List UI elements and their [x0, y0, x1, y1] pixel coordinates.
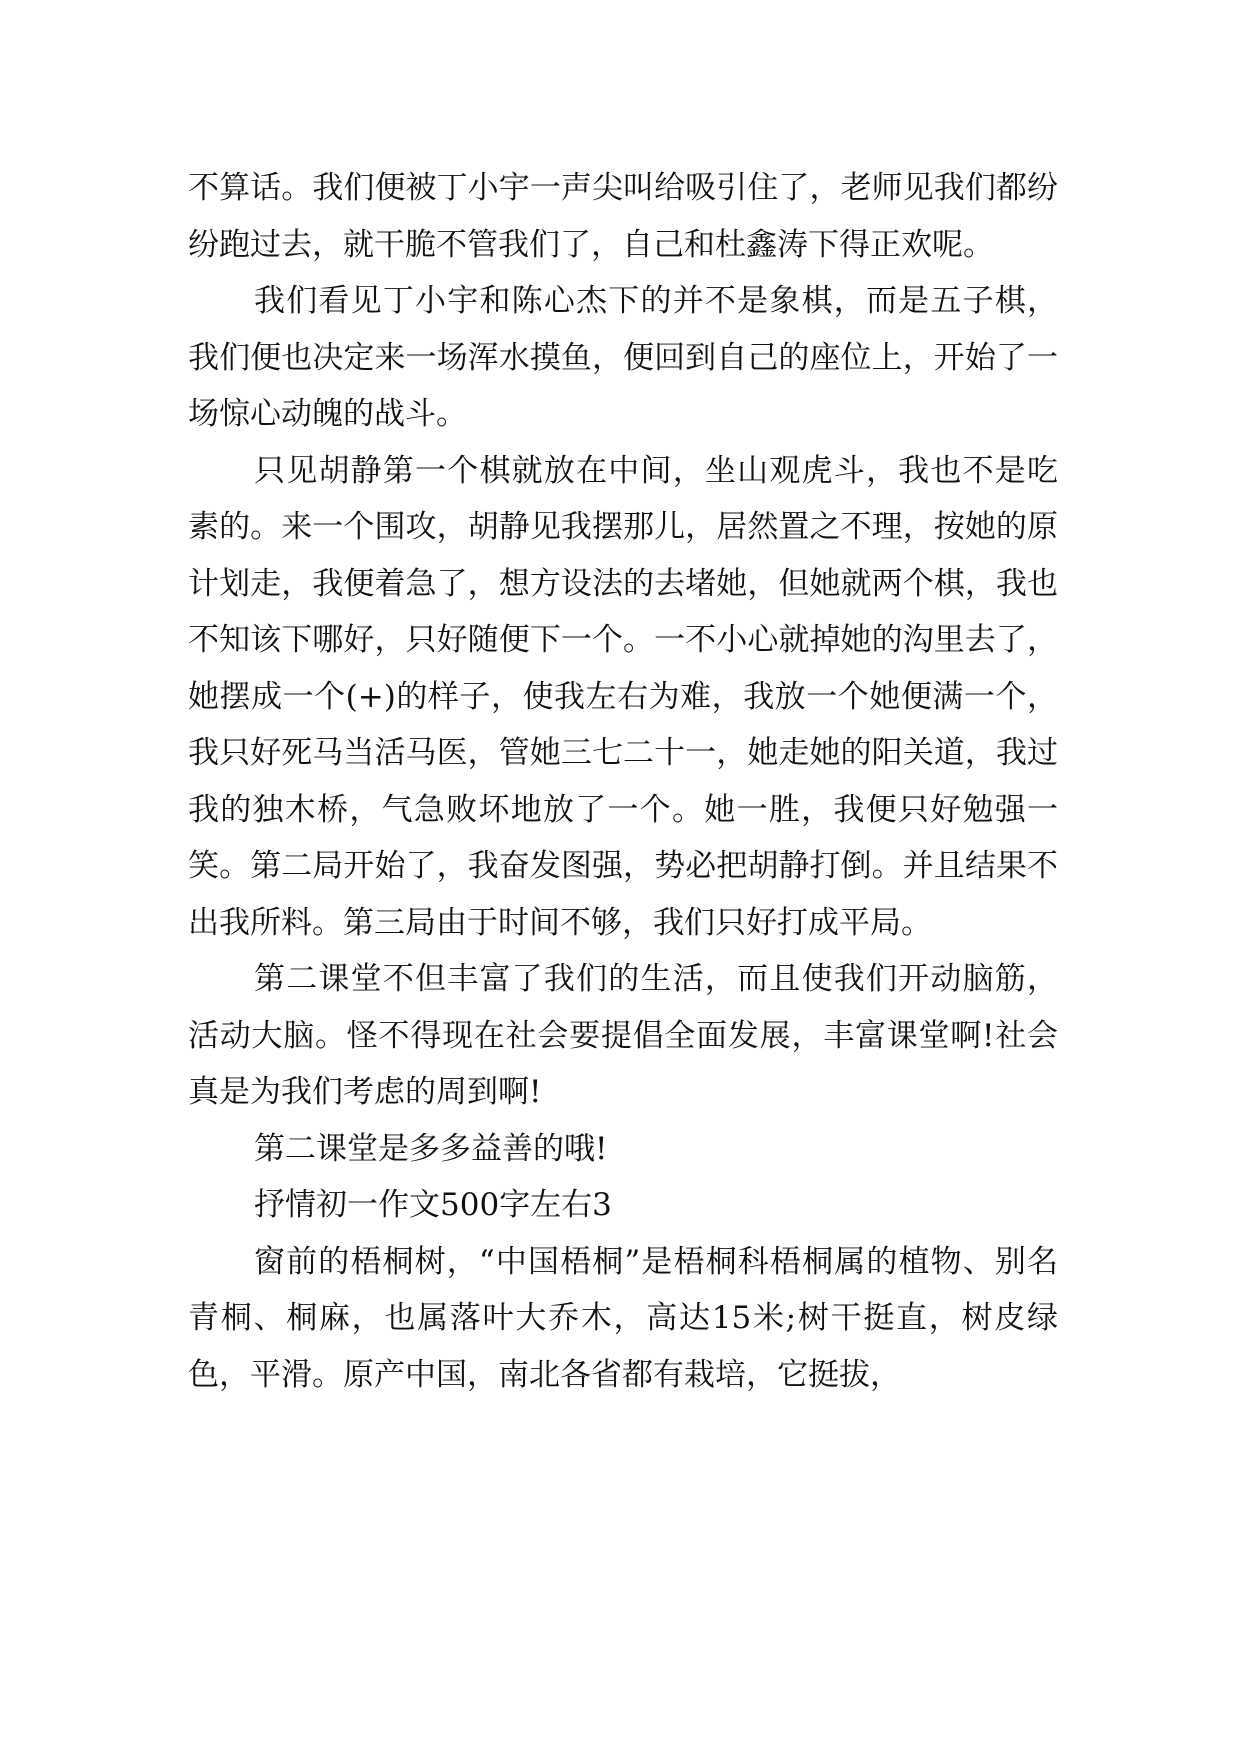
paragraph-4: 第二课堂不但丰富了我们的生活，而且使我们开动脑筋，活动大脑。怪不得现在社会要提倡全面发展，丰富课堂啊!社会真是为我们考虑的周到啊! [188, 961, 1058, 1110]
paragraph-1: 不算话。我们便被丁小宇一声尖叫给吸引住了，老师见我们都纷纷跑过去，就干脆不管我们了，自己和杜鑫涛下得正欢呢。 [188, 170, 1058, 263]
section-heading: 抒情初一作文500字左右3 [254, 1187, 612, 1223]
essay-body [188, 160, 1058, 1403]
paragraph-3: 只见胡静第一个棋就放在中间，坐山观虎斗，我也不是吃素的。来一个围攻，胡静见我摆那儿，居然置之不理，按她的原计划走，我便着急了，想方设法的去堵她，但她就两个棋，我也不知该下哪好，只好随便下一个。一不小心就掉她的沟里去了，她摆成一个(+)的样子，使我左右为难，我放一个她便满一个，我只好死马当活马医，管她三七二十一，她走她的阳关道，我过我的独木桥，气急败坏地放了一个。她一胜，我便只好勉强一笑。第二局开始了，我奋发图强，势必把胡静打倒。并且结果不出我所料。第三局由于时间不够，我们只好打成平局。 [188, 452, 1058, 941]
paragraph-5: 第二课堂是多多益善的哦! [254, 1130, 608, 1167]
paragraph-2: 我们看见丁小宇和陈心杰下的并不是象棋，而是五子棋，我们便也决定来一场浑水摸鱼，便回到自己的座位上，开始了一场惊心动魄的战斗。 [188, 283, 1058, 432]
paragraph-6: 窗前的梧桐树，“中国梧桐”是梧桐科梧桐属的植物、别名青桐、桐麻，也属落叶大乔木，高达15米;树干挺直，树皮绿色，平滑。原产中国，南北各省都有栽培，它挺拔， [188, 1243, 1058, 1393]
